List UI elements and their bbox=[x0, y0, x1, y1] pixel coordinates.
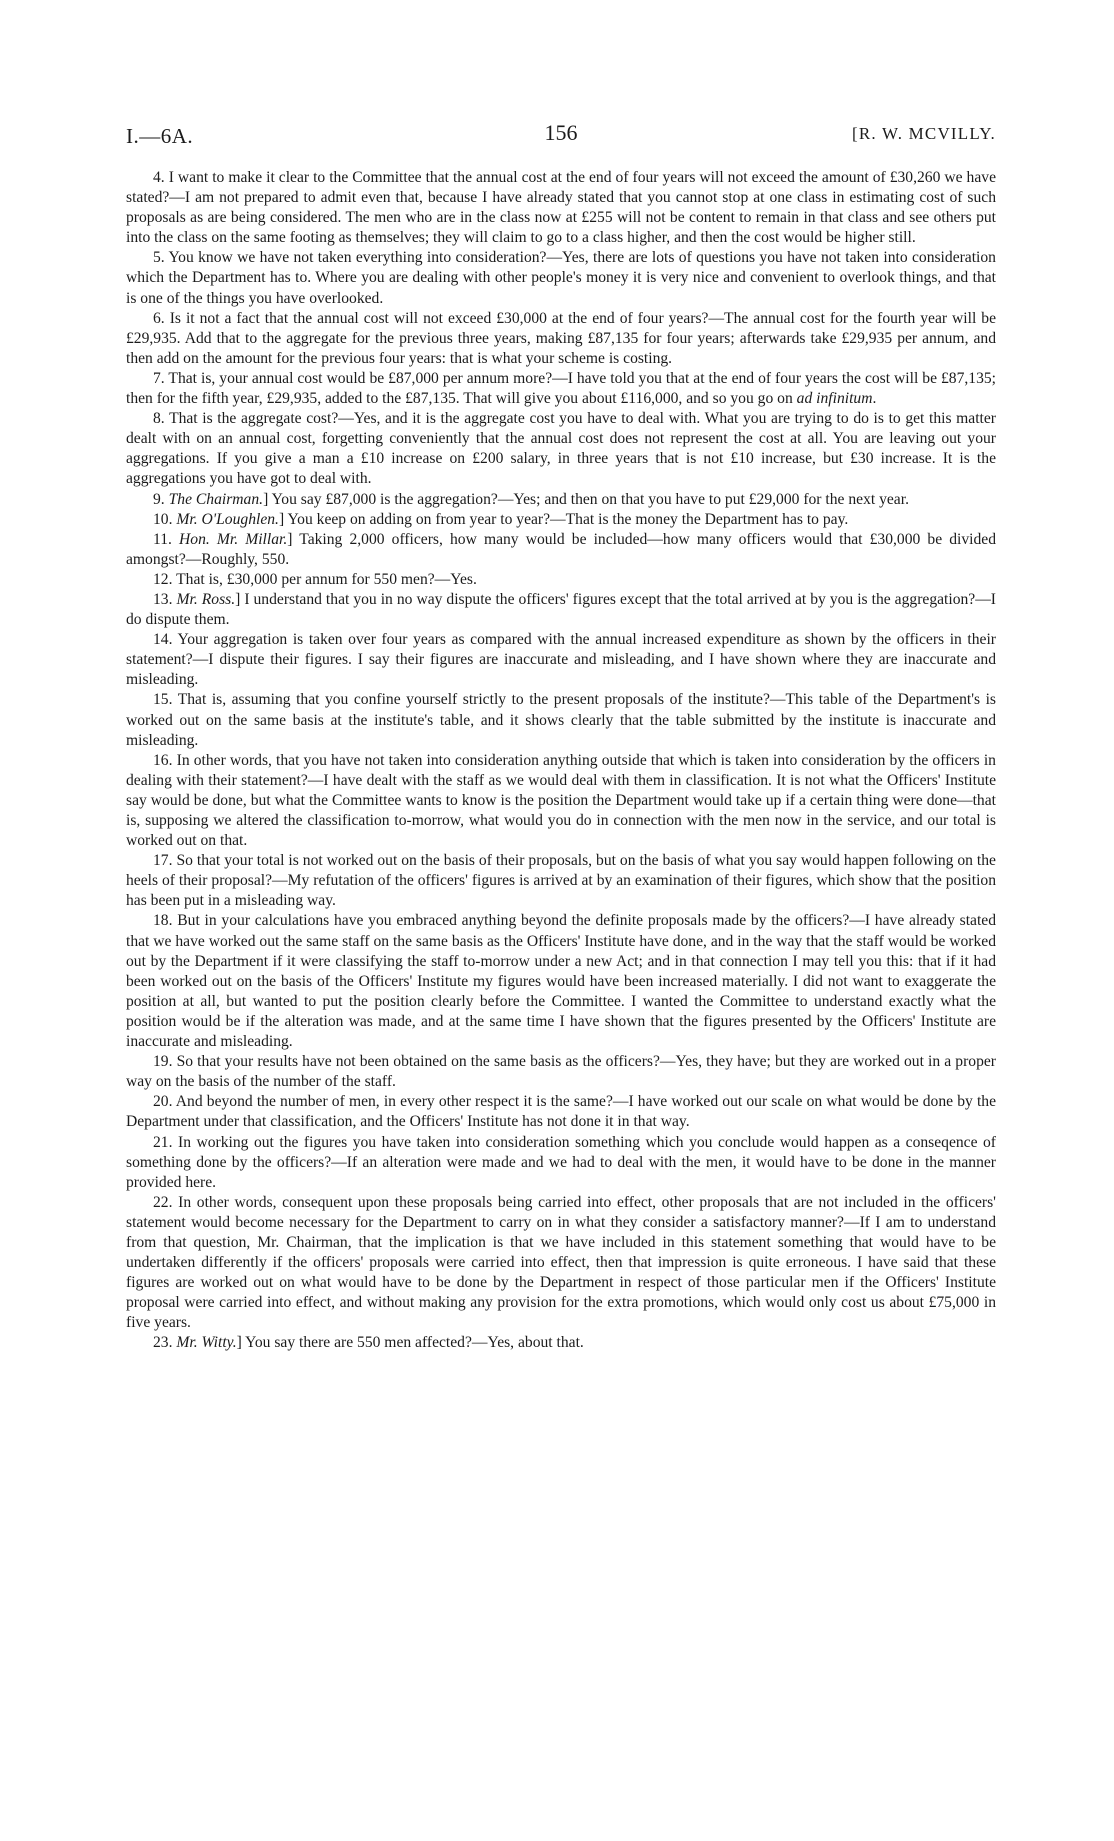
question-paragraph bbox=[126, 369, 996, 409]
question-paragraph bbox=[126, 911, 996, 1052]
question-paragraph bbox=[126, 1052, 996, 1092]
question-paragraph bbox=[126, 309, 996, 369]
question-number: 5. bbox=[153, 249, 165, 267]
witness-name: [R. W. MCVILLY. bbox=[852, 124, 996, 143]
question-text: That is the aggregate cost?—Yes, and it is the aggregate cost you have to deal with. What you are trying to do is to get this matter dealt with on an annual cost, forgetting conveniently that the annual cost does not represent the cost at all. You are leaving out your aggregations. If you give a man a £10 increase on £200 salary, in three years that is not £10 increase, but £30 increase. It is the aggregations you have got to deal with. bbox=[126, 410, 997, 488]
speaker-bracket: ] bbox=[278, 510, 285, 528]
question-paragraph bbox=[126, 168, 996, 248]
speaker-bracket: ] bbox=[287, 530, 293, 548]
question-paragraph bbox=[126, 590, 996, 630]
question-number: 21. bbox=[153, 1133, 173, 1151]
question-text: I understand that you in no way dispute the officers' figures except that the total arrived at by you is the aggregation?—I do dispute them. bbox=[126, 590, 996, 629]
speaker-bracket: ] bbox=[235, 590, 241, 608]
question-paragraph bbox=[126, 510, 996, 530]
question-number: 15. bbox=[153, 691, 173, 709]
question-number: 9. bbox=[153, 490, 165, 508]
question-number: 22. bbox=[153, 1193, 173, 1211]
question-paragraph bbox=[126, 248, 996, 308]
question-text: That is, assuming that you confine yourself strictly to the present proposals of the institute?—This table of the Department's is worked out on the same basis at the institute's table, and it shows clearly that the table submitted by the institute is inaccurate and misleading. bbox=[126, 691, 996, 749]
question-paragraph bbox=[126, 630, 996, 690]
question-paragraph bbox=[126, 1092, 996, 1132]
question-number: 17. bbox=[153, 852, 173, 870]
question-paragraph bbox=[126, 570, 996, 590]
question-number: 20. bbox=[153, 1093, 173, 1111]
question-text: You say £87,000 is the aggregation?—Yes; and then on that you have to put £29,000 for the next year. bbox=[268, 490, 909, 508]
question-number: 6. bbox=[153, 309, 165, 327]
question-number: 14. bbox=[153, 631, 173, 649]
speaker-name: Mr. O'Loughlen. bbox=[176, 510, 279, 528]
question-text: I want to make it clear to the Committee that the annual cost at the end of four years will not exceed the amount of £30,260 we have stated?—I am not prepared to admit even that, because I have already stated that you cannot stop at one class in estimating cost of such proposals as are being considered. The men who are in the class now at £255 will not be content to remain in that class and see others put into the class on the same footing as themselves; they will claim to go to a class higher, and then the cost would be higher still. bbox=[126, 169, 996, 247]
question-paragraph bbox=[126, 751, 996, 851]
question-text: In other words, consequent upon these proposals being carried into effect, other proposals that are not included in the officers' statement would become necessary for the Department to carry on in what they consider a satisfactory manner?—If I am to understand from that question, Mr. Chairman, that the implication is that we have included in this statement something that would have to be undertaken differently if the officers' proposals were carried into effect, then that impression is quite erroneous. I have said that these figures are worked out on what would have to be done by the Department in respect of those particular men if the Officers' Institute proposal were carried into effect, and without making any provision for the extra promotions, which would only cost us about £75,000 in five years. bbox=[126, 1193, 996, 1332]
speaker-name: Mr. Witty. bbox=[176, 1334, 237, 1352]
latin-phrase: ad infinitum bbox=[796, 390, 873, 408]
page-number: 156 bbox=[544, 120, 578, 145]
question-number: 19. bbox=[153, 1053, 173, 1071]
sentence-end: . bbox=[872, 390, 877, 408]
question-text: And beyond the number of men, in every other respect it is the same?—I have worked out our scale on what would be done by the Department under that classification, and the Officers' Institute has not done it in that way. bbox=[126, 1093, 996, 1131]
question-text: You keep on adding on from year to year?—That is the money the Department has to pay. bbox=[284, 510, 849, 528]
question-text: Your aggregation is taken over four years as compared with the annual increased expenditure as shown by the officers in their statement?—I dispute their figures. I say their figures are inaccurate and misleading, and I have shown where they are inaccurate and misleading. bbox=[126, 631, 997, 689]
speaker-name: The Chairman. bbox=[168, 490, 264, 508]
question-paragraph bbox=[126, 690, 996, 750]
question-text: That is, your annual cost would be £87,000 per annum more?—I have told you that at the end of four years the cost will be £87,135; then for the fifth year, £29,935, added to the £87,135. That will give you about £116,000, and so you go on bbox=[126, 369, 997, 408]
document-page bbox=[126, 118, 996, 1354]
document-body bbox=[126, 168, 996, 1354]
question-text: You know we have not taken everything into consideration?—Yes, there are lots of questions you have not taken into consideration which the Department has to. Where you are dealing with other people's money it is very nice and convenient to overlook things, and that is one of the things you have overlooked. bbox=[126, 249, 996, 307]
speaker-name: Hon. Mr. Millar. bbox=[179, 530, 288, 548]
speaker-bracket: ] bbox=[236, 1334, 242, 1352]
question-paragraph bbox=[126, 409, 996, 489]
question-paragraph bbox=[126, 530, 996, 570]
question-text: Is it not a fact that the annual cost will not exceed £30,000 at the end of four years?—The annual cost for the fourth year will be £29,935. Add that to the aggregate for the previous three years, making £87,135 for four years; afterwards take £29,935 per annum, and then add on the amount for the previous four years: that is what your scheme is costing. bbox=[126, 309, 997, 367]
question-paragraph bbox=[126, 1133, 996, 1193]
question-text: Taking 2,000 officers, how many would be included—how many officers would that £30,000 be divided amongst?—Roughly, 550. bbox=[126, 530, 996, 568]
question-paragraph bbox=[126, 1333, 996, 1353]
question-text: That is, £30,000 per annum for 550 men?—Yes. bbox=[176, 570, 477, 588]
question-number: 10. bbox=[153, 510, 173, 528]
speaker-name: Mr. Ross. bbox=[176, 590, 236, 608]
question-number: 8. bbox=[153, 410, 165, 428]
question-paragraph bbox=[126, 851, 996, 911]
paper-reference: I.—6A. bbox=[126, 124, 194, 148]
question-number: 23. bbox=[153, 1334, 173, 1352]
question-number: 12. bbox=[153, 570, 173, 588]
question-paragraph bbox=[126, 1193, 996, 1334]
question-text: So that your results have not been obtained on the same basis as the officers?—Yes, they have; but they are worked out in a proper way on the basis of the number of the staff. bbox=[126, 1053, 996, 1091]
question-number: 13. bbox=[153, 590, 173, 608]
question-text: So that your total is not worked out on the basis of their proposals, but on the basis of what you say would happen following on the heels of their proposal?—My refutation of the officers' figures is arrived at by an examination of their figures, which show that the position has been put in a misleading way. bbox=[126, 852, 996, 910]
question-number: 18. bbox=[153, 912, 173, 930]
question-text: In working out the figures you have taken into consideration something which you conclude would happen as a conseqence of something done by the officers?—If an alteration were made and we had to deal with the men, it would have to be done in the manner provided here. bbox=[126, 1133, 996, 1191]
question-number: 11. bbox=[153, 530, 172, 548]
question-paragraph bbox=[126, 490, 996, 510]
question-text: In other words, that you have not taken into consideration anything outside that which is taken into consideration by the officers in dealing with their statement?—I have dealt with the staff as we would deal with them in classification. It is not what the Officers' Institute say would be done, but what the Committee wants to know is the position the Department would take up if a certain thing were done—that is, supposing we altered the classification to-morrow, what would you do in connection with the men now in the service, and our total is worked out on that. bbox=[126, 751, 996, 850]
question-number: 7. bbox=[153, 369, 165, 387]
question-number: 4. bbox=[153, 169, 165, 186]
question-text: But in your calculations have you embraced anything beyond the definite proposals made by the officers?—I have already stated that we have worked out the same staff on the same basis as the Officers' Institute have done, and in the way that the staff would be worked out by the Department if it were classifying the staff to-morrow under a new Act; and in that connection I may tell you this: that if it had been worked out on the basis of the Officers' Institute my figures would have been increased materially. I did not want to exaggerate the position at all, but wanted to put the position clearly before the Committee. I wanted the Committee to understand exactly what the position would be if the alteration was made, and at the same time I have shown that the figures presented by the Officers' Institute are inaccurate and misleading. bbox=[126, 912, 997, 1051]
page-header bbox=[126, 118, 996, 158]
question-number: 16. bbox=[153, 751, 173, 769]
speaker-bracket: ] bbox=[263, 490, 269, 508]
question-text: You say there are 550 men affected?—Yes, about that. bbox=[241, 1334, 584, 1352]
